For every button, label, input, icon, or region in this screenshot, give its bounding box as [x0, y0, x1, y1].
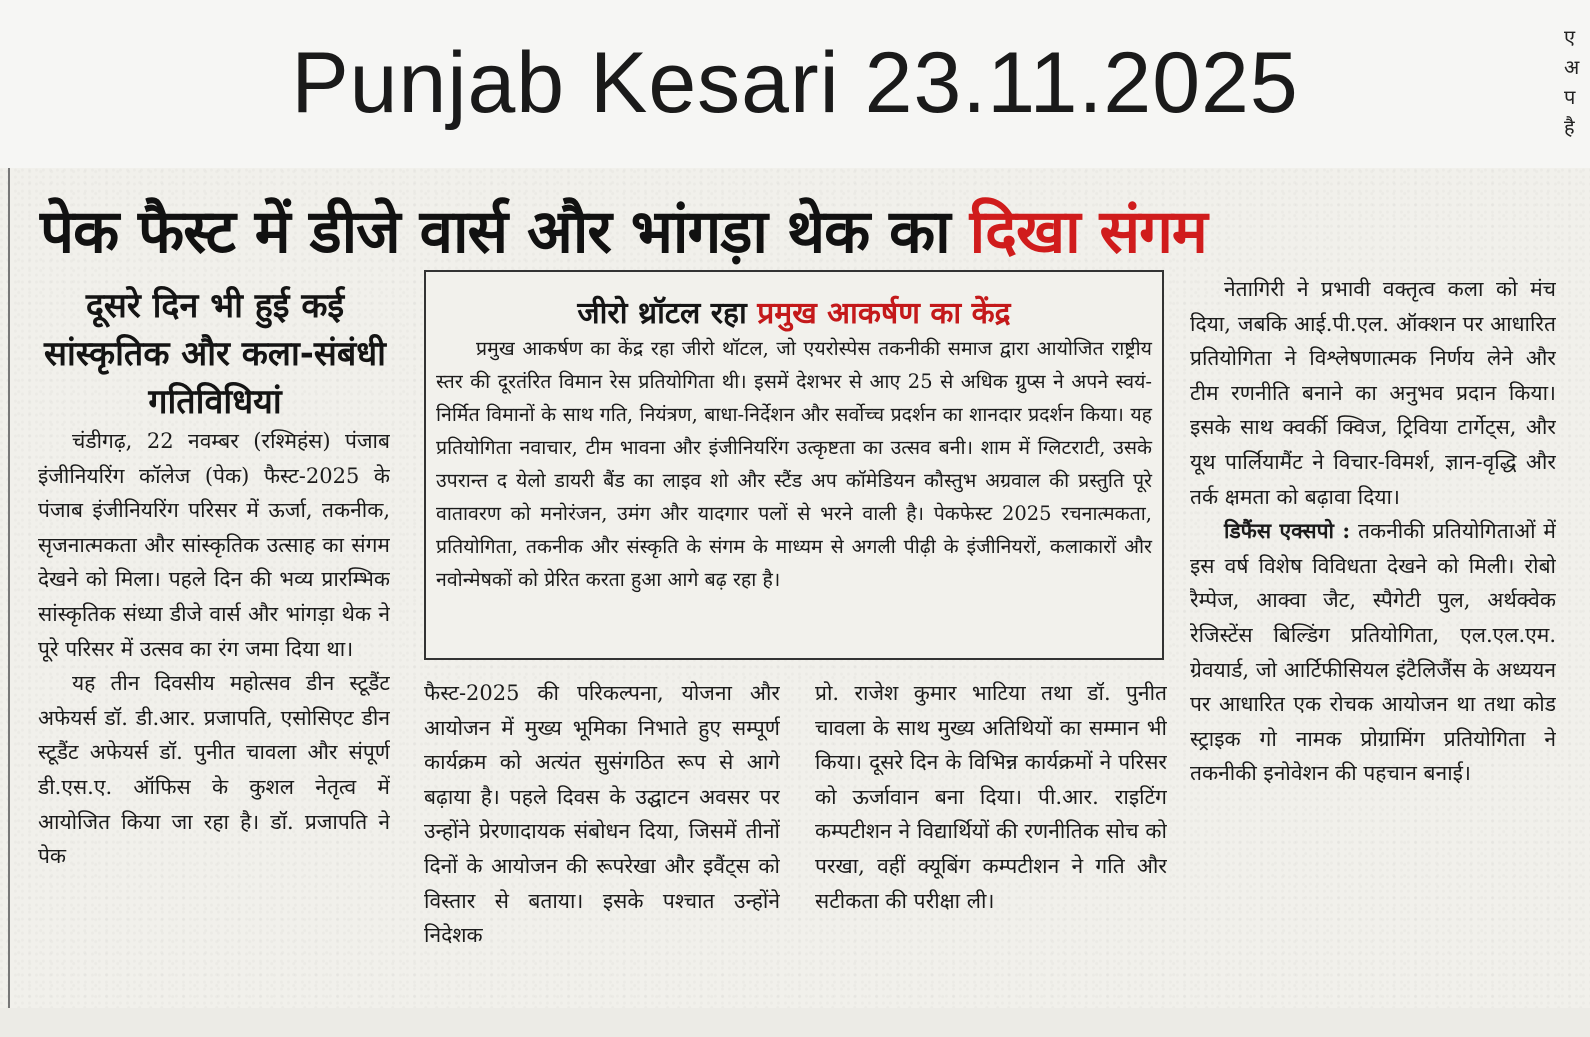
- column-4-subhead: डिफैंस एक्सपो :: [1224, 518, 1351, 544]
- column-1-paragraph-1: चंडीगढ़, 22 नवम्बर (रश्मिहंस) पंजाब इंजीनियरिंग कॉलेज (पेक) फैस्ट-2025 के पंजाब इंजीनियरिंग परिसर में ऊर्जा, तकनीक, सृजनात्मकता और सांस्कृतिक उत्साह का संगम देखने को मिला। पहले दिन की भव्य प्रारम्भिक सांस्कृतिक संध्या डीजे वार्स और भांगड़ा थेक ने पूरे परिसर में उत्सव का रंग जमा दिया था।: [38, 429, 390, 661]
- left-margin-rule: [8, 168, 10, 1008]
- article-column-1: [38, 424, 390, 1004]
- sidebar-box-title-accent: प्रमुख आकर्षण का केंद्र: [757, 296, 1011, 331]
- page-bottom-edge: [0, 1008, 1590, 1037]
- headline: [40, 196, 1550, 268]
- column-1-paragraph-2: यह तीन दिवसीय महोत्सव डीन स्टूडैंट अफेयर्स डॉ. डी.आर. प्रजापति, एसोसिएट डीन स्टूडैंट अफेयर्स डॉ. पुनीत चावला और संपूर्ण डी.एस.ए. ऑफिस के कुशल नेतृत्व में आयोजित किया जा रहा है। डॉ. प्रजापति ने पेक: [38, 671, 390, 869]
- sidebar-box-body: [436, 332, 1152, 596]
- column-3-paragraph: प्रो. राजेश कुमार भाटिया तथा डॉ. पुनीत चावला के साथ मुख्य अतिथियों का सम्मान भी किया। दूसरे दिन के विभिन्न कार्यक्रमों ने परिसर को ऊर्जावान बना दिया। पी.आर. राइटिंग कम्पटीशन ने विद्यार्थियों की रणनीतिक सोच को परखा, वहीं क्यूबिंग कम्पटीशन ने गति और सटीकता की परीक्षा ली।: [815, 681, 1167, 913]
- article-column-4: [1190, 272, 1556, 1012]
- column-2-paragraph: फैस्ट-2025 की परिकल्पना, योजना और आयोजन में मुख्य भूमिका निभाते हुए सम्पूर्ण कार्यक्रम को अत्यंत सुसंगठित रूप से आगे बढ़ाया है। पहले दिवस के उद्घाटन अवसर पर उन्होंने प्रेरणादायक संबोधन दिया, जिसमें तीनों दिनों के आयोजन की रूपरेखा और इवैंट्स को विस्तार से बताया। इसके पश्चात उन्होंने निदेशक: [424, 681, 780, 948]
- subheadline: दूसरे दिन भी हुई कई सांस्कृतिक और कला-संबंधी गतिविधियां: [44, 286, 386, 422]
- column-4-paragraph-2-text: तकनीकी प्रतियोगिताओं में इस वर्ष विशेष विविधता देखने को मिली। रोबो रैम्पेज, आक्वा जैट, स्पैगेटी पुल, अर्थक्वेक रेजिस्टेंस बिल्डिंग प्रतियोगिता, एल.एल.एम. ग्रेवयार्ड, जो आर्टिफीसियल इंटैलिजैंस के अध्ययन पर आधारित एक रोचक आयोजन था तथा कोड स्ट्राइक गो नामक प्रोग्रामिंग प्रतियोगिता ने तकनीकी इनोवेशन की पहचान बनाई।: [1190, 519, 1556, 786]
- masthead-title: Punjab Kesari 23.11.2025: [291, 35, 1299, 131]
- adjacent-column-fragment: ए अ प है: [1564, 25, 1580, 139]
- sidebar-box: [424, 270, 1164, 660]
- headline-accent: दिखा संगम: [969, 197, 1207, 267]
- headline-main: पेक फैस्ट में डीजे वार्स और भांगड़ा थेक का: [40, 197, 950, 267]
- article-column-3: [815, 676, 1167, 1004]
- column-4-paragraph-2: [1190, 514, 1556, 791]
- article-column-2: [424, 676, 780, 1004]
- sidebar-box-title: [426, 294, 1162, 334]
- sidebar-box-title-main: जीरो थ्रॉटल रहा: [577, 296, 747, 331]
- column-4-paragraph-1: नेतागिरी ने प्रभावी वक्तृत्व कला को मंच दिया, जबकि आई.पी.एल. ऑक्शन पर आधारित प्रतियोगिता ने विश्लेषणात्मक निर्णय लेने और टीम रणनीति बनाने का अनुभव प्रदान किया। इसके साथ क्वर्की क्विज, ट्रिविया टार्गेट्स, और यूथ पार्लियामैंट ने विचार-विमर्श, ज्ञान-वृद्धि और तर्क क्षमता को बढ़ावा दिया।: [1190, 277, 1556, 509]
- sidebar-box-paragraph: प्रमुख आकर्षण का केंद्र रहा जीरो थॉटल, जो एयरोस्पेस तकनीकी समाज द्वारा आयोजित राष्ट्रीय स्तर की दूरतंरित विमान रेस प्रतियोगिता थी। इसमें देशभर से आए 25 से अधिक ग्रुप्स ने अपने स्वयं-निर्मित विमानों के साथ गति, नियंत्रण, बाधा-निर्देशन और सर्वोच्च प्रदर्शन का शानदार प्रदर्शन किया। यह प्रतियोगिता नवाचार, टीम भावना और इंजीनियरिंग उत्कृष्टता का उत्सव बनी। शाम में ग्लिटराटी, उसके उपरान्त द येलो डायरी बैंड का लाइव शो और स्टैंड अप कॉमेडियन कौस्तुभ अग्रवाल की प्रस्तुति पूरे वातावरण को मनोरंजन, उमंग और यादगार पलों से भरने वाली है। पेकफेस्ट 2025 रचनात्मकता, प्रतियोगिता, तकनीक और संस्कृति के संगम के माध्यम से अगली पीढ़ी के इंजीनियरों, कलाकारों और नवोन्मेषकों को प्रेरित करता हुआ आगे बढ़ रहा है।: [436, 337, 1152, 591]
